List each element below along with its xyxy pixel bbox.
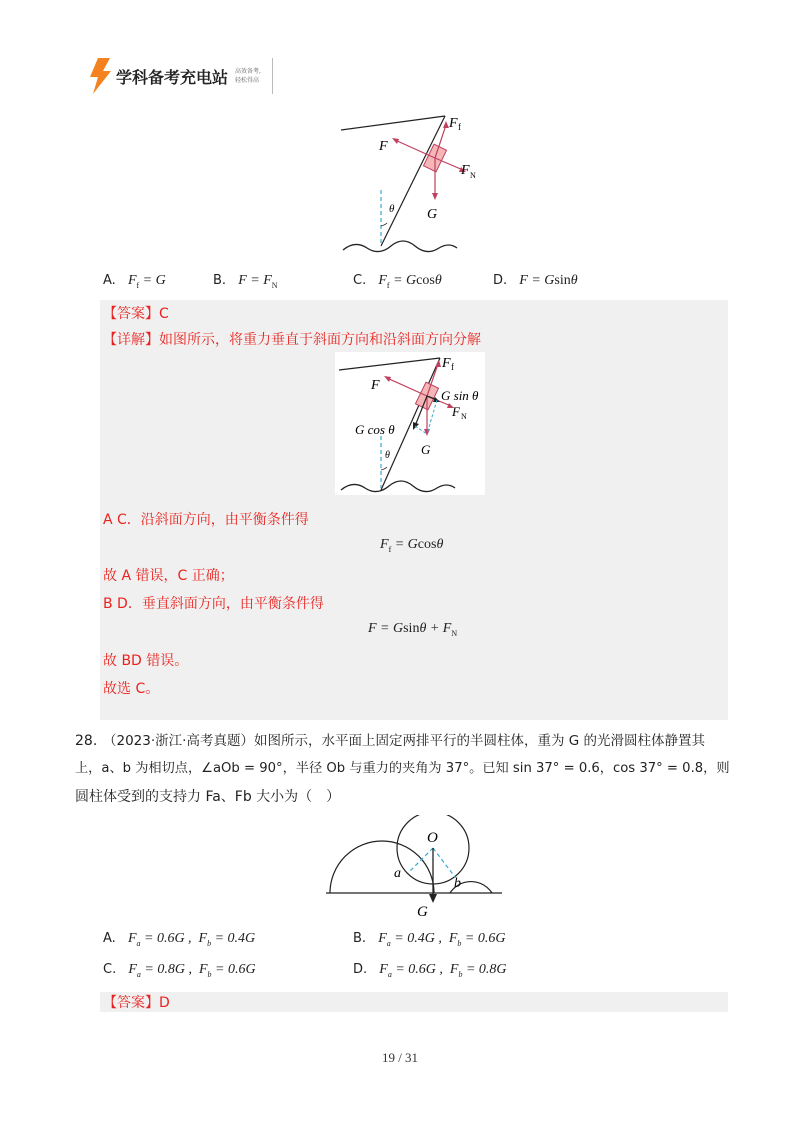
q28-option-b-formula: $F_a = 0.4G$ , $F_b = 0.6G$ xyxy=(378,931,506,948)
fig1-ff-sub: f xyxy=(458,122,461,132)
fig1-fn-sub: N xyxy=(470,171,476,180)
q27-option-b[interactable]: B. $F = F_N$ xyxy=(213,273,278,290)
q27-eq2: $F = Gsin\theta + F_N$ xyxy=(368,621,458,638)
q28-answer-box xyxy=(100,992,728,1012)
fig2-f-label: F xyxy=(371,378,380,393)
q27-option-a[interactable]: A. $F_f = G$ xyxy=(103,273,166,290)
q28-option-c[interactable]: C. $F_a = 0.8G$ , $F_b = 0.6G$ xyxy=(103,962,256,979)
logo-slogan-1: 高效备考, xyxy=(235,68,261,75)
header-divider xyxy=(272,58,273,94)
q28-option-d[interactable]: D. $F_a = 0.6G$ , $F_b = 0.8G$ xyxy=(353,962,507,979)
q27-line-ac: A C．沿斜面方向，由平衡条件得 xyxy=(103,512,309,528)
figure-incline-2 xyxy=(335,352,485,495)
lightning-bolt-icon xyxy=(88,58,112,94)
q27-line-final: 故选 C。 xyxy=(103,681,160,697)
q28-line3: 圆柱体受到的支持力 Fa、Fb 大小为（ ） xyxy=(75,789,341,805)
q28-option-b[interactable]: B. $F_a = 0.4G$ , $F_b = 0.6G$ xyxy=(353,931,506,948)
q27-line-conclusion1: 故 A 错误，C 正确； xyxy=(103,568,234,584)
figure-incline-1 xyxy=(335,108,485,260)
fig1-ff-label: F xyxy=(449,116,458,131)
q28-line1: （2023·浙江·高考真题）如图所示，水平面上固定两排平行的半圆柱体，重为 G 的光滑圆柱体静置其 xyxy=(103,733,705,749)
fig1-f-label: F xyxy=(379,139,388,154)
fig3-a-label: a xyxy=(394,866,401,881)
header-logo xyxy=(88,58,278,98)
q28-option-a-formula: $F_a = 0.6G$ , $F_b = 0.4G$ xyxy=(127,931,256,948)
fig2-ff-label: F xyxy=(442,356,451,371)
q27-answer: 【答案】C xyxy=(103,306,169,322)
figure-cylinders xyxy=(320,815,510,920)
fig3-g-label: G xyxy=(417,904,428,920)
q27-option-b-formula: $F = F_N$ xyxy=(238,273,278,290)
q28-number: 28. xyxy=(75,733,98,749)
q28-option-d-formula: $F_a = 0.6G$ , $F_b = 0.8G$ xyxy=(379,962,507,979)
q27-option-a-formula: $F_f = G$ xyxy=(127,273,166,290)
fig2-fn-label: F xyxy=(452,404,460,419)
logo-title: 学科备考充电站 xyxy=(116,68,229,87)
q28-option-a[interactable]: A. $F_a = 0.6G$ , $F_b = 0.4G$ xyxy=(103,931,256,948)
q28-answer: 【答案】D xyxy=(103,995,170,1011)
fig1-fn-label: F xyxy=(461,163,470,178)
q27-option-d[interactable]: D. F = Gsinθ xyxy=(493,273,578,288)
q27-option-c-formula: $F_f = Gcos\theta$ xyxy=(378,273,442,290)
q27-option-d-formula: F = Gsinθ xyxy=(519,273,578,288)
fig2-fn-sub: N xyxy=(461,412,467,421)
fig3-o-label: O xyxy=(427,830,438,846)
q27-option-c[interactable]: C. $F_f = Gcos\theta$ xyxy=(353,273,442,290)
fig2-g-label: G xyxy=(421,442,431,457)
q27-line-conclusion2: 故 BD 错误。 xyxy=(103,653,189,669)
fig2-gcos-label: G cos θ xyxy=(355,422,395,437)
fig2-gsin-label: G sin θ xyxy=(441,388,479,403)
fig1-theta-label: θ xyxy=(389,203,395,215)
q27-eq1: $F_f = Gcos\theta$ xyxy=(380,537,444,554)
fig2-ff-sub: f xyxy=(451,362,454,372)
q28-option-c-formula: $F_a = 0.8G$ , $F_b = 0.6G$ xyxy=(128,962,256,979)
logo-slogan-2: 轻松得高 xyxy=(235,77,260,84)
q27-line-bd: B D．垂直斜面方向，由平衡条件得 xyxy=(103,596,324,612)
page-number: 19 / 31 xyxy=(381,1050,419,1065)
fig3-b-label: b xyxy=(454,876,461,891)
q27-detail-intro: 【详解】如图所示，将重力垂直于斜面方向和沿斜面方向分解 xyxy=(103,332,481,348)
fig1-g-label: G xyxy=(427,207,438,222)
q28-line2: 上，a、b 为相切点，∠aOb = 90°，半径 Ob 与重力的夹角为 37°。已知 sin 37° = 0.6，cos 37° = 0.8，则 xyxy=(75,761,730,776)
fig2-theta-label: θ xyxy=(385,450,390,461)
